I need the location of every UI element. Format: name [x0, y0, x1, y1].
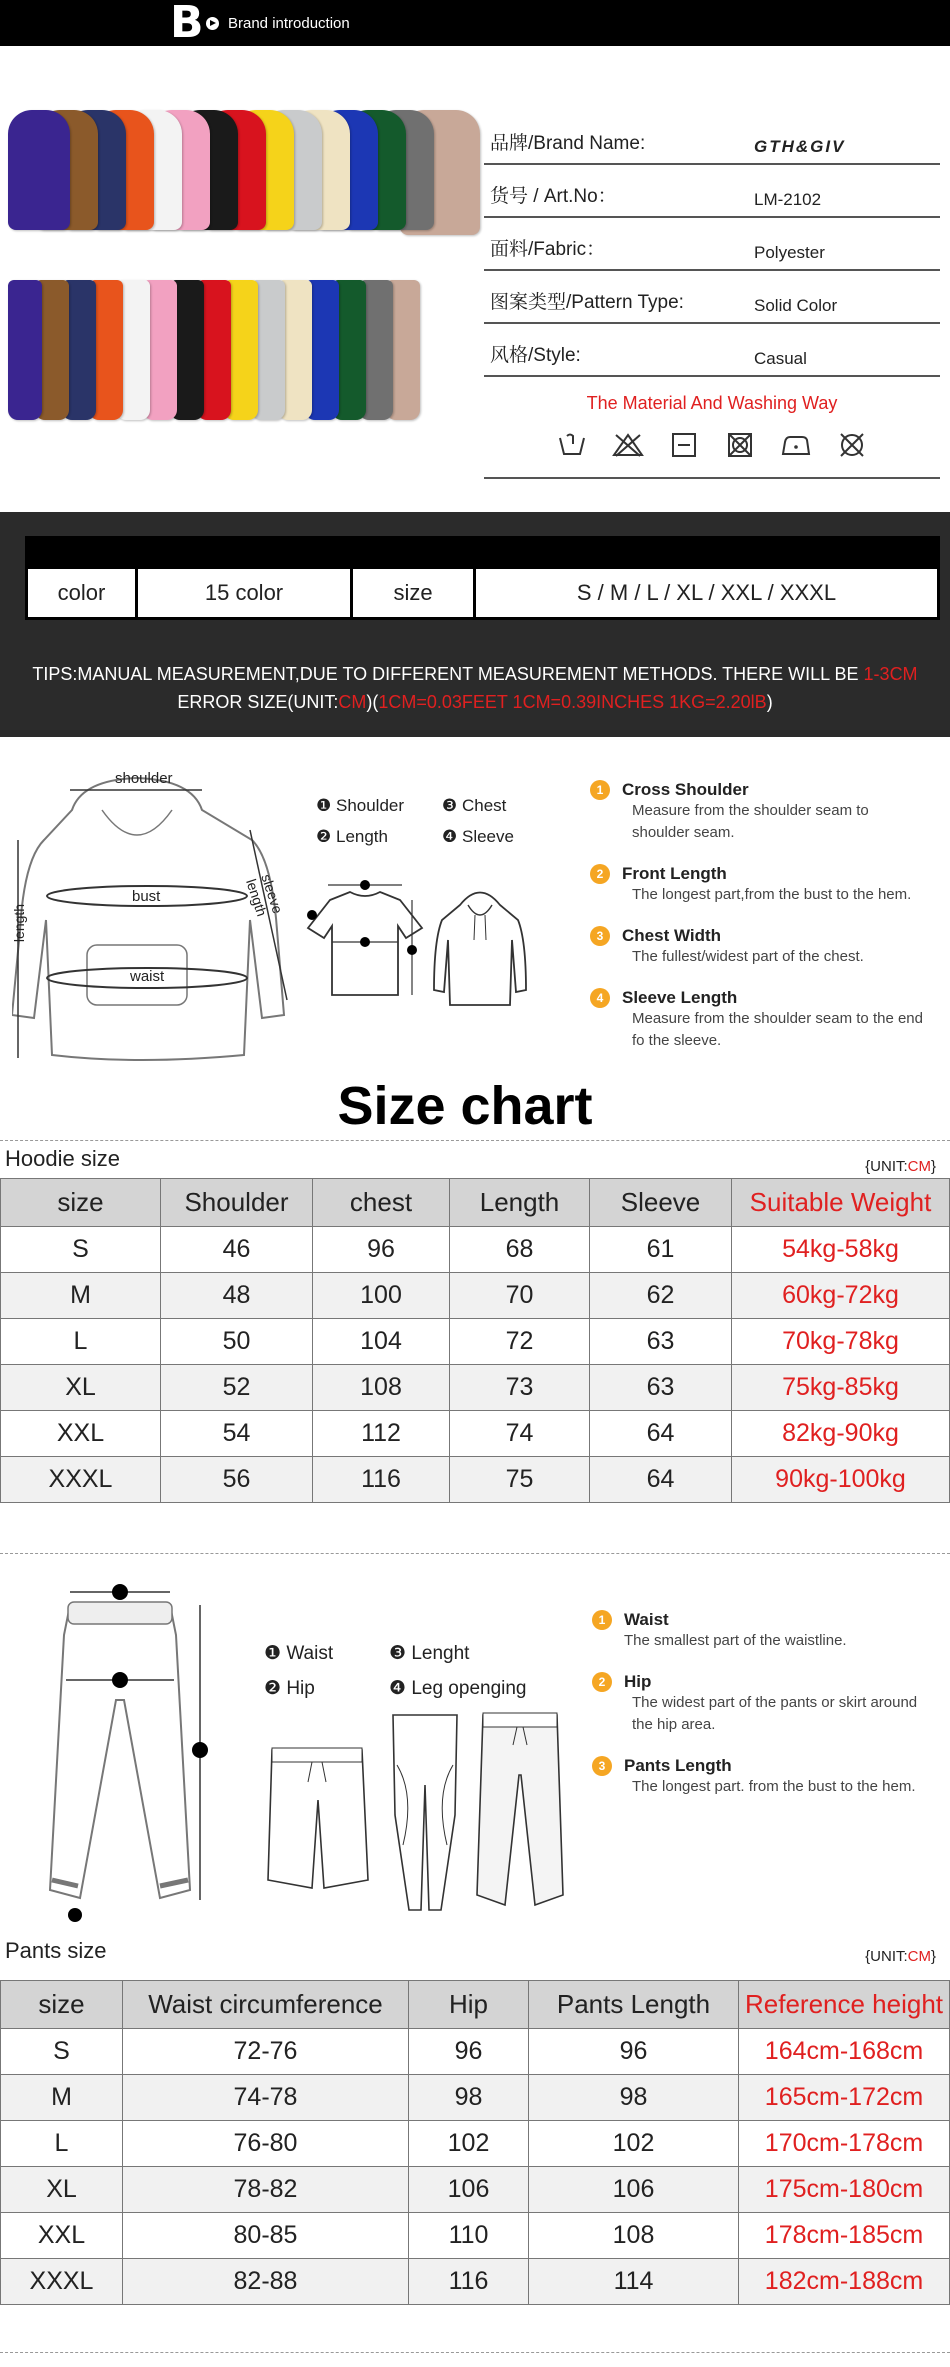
- sleeve-length-label: sleeve length: [243, 872, 287, 919]
- legend-num: ❶: [264, 1643, 282, 1664]
- hoodie-table-label: Hoodie size: [5, 1146, 120, 1171]
- tips-error-range: 1-3CM: [863, 664, 918, 684]
- number-badge-icon: 4: [590, 988, 610, 1008]
- table-cell: 52: [161, 1365, 313, 1411]
- length-label: length: [11, 903, 28, 943]
- size-chart-title: Size chart: [337, 1076, 593, 1136]
- table-cell: 61: [590, 1227, 732, 1273]
- tips-text: ): [766, 692, 773, 712]
- table-cell: 182cm-188cm: [739, 2259, 950, 2305]
- desc-item: [590, 864, 930, 906]
- table-cell: 108: [313, 1365, 450, 1411]
- table-cell: 116: [313, 1457, 450, 1503]
- table-cell: 82-88: [123, 2259, 409, 2305]
- pants-measure-descriptions: [592, 1610, 932, 1818]
- legend-item: [264, 1636, 389, 1671]
- legend-label: Length: [335, 827, 388, 846]
- spec-label: 品牌/Brand Name:: [490, 133, 646, 154]
- legend-label: Shoulder: [335, 796, 405, 815]
- table-cell: 72: [450, 1319, 590, 1365]
- unit-text: {UNIT:: [865, 1158, 908, 1175]
- table-cell: XXXL: [1, 1457, 161, 1503]
- number-badge-icon: 1: [592, 1610, 612, 1630]
- unit-text: }: [930, 1158, 936, 1175]
- spec-value: Solid Color: [754, 296, 838, 315]
- jogger-sketch-icon: [475, 1705, 565, 1915]
- table-cell: S: [1, 2029, 123, 2075]
- brand-intro-title: Brand introduction: [228, 15, 350, 32]
- table-row: [1, 2029, 950, 2075]
- spec-pattern: [484, 271, 940, 324]
- legend-label: Chest: [461, 796, 507, 815]
- desc-text: The fullest/widest part of the chest.: [632, 948, 864, 965]
- legend-num: ❸: [442, 796, 458, 815]
- spec-label: 风格/Style:: [490, 345, 581, 366]
- table-cell: 165cm-172cm: [739, 2075, 950, 2121]
- legend-item: [316, 821, 428, 852]
- table-cell: 108: [529, 2213, 739, 2259]
- spec-style: [484, 324, 940, 377]
- no-bleach-icon: [610, 432, 646, 465]
- legend-row: [264, 1671, 564, 1706]
- legend-item: [316, 790, 428, 821]
- unit-text: CM: [907, 1158, 931, 1175]
- spec-label: 货号 / Art.No：: [490, 186, 617, 207]
- table-cell: 178cm-185cm: [739, 2213, 950, 2259]
- legend-num: ❷: [264, 1678, 282, 1699]
- no-dry-clean-icon: [834, 432, 870, 465]
- legend-num: ❷: [316, 827, 332, 846]
- number-badge-icon: 2: [590, 864, 610, 884]
- tshirt-sketch-icon: [300, 870, 430, 1010]
- column-header: Hip: [409, 1981, 529, 2029]
- table-cell: 54kg-58kg: [732, 1227, 950, 1273]
- column-header: size: [1, 1179, 161, 1227]
- table-cell: 62: [590, 1273, 732, 1319]
- top-bar: [0, 0, 950, 46]
- legend-label: Waist: [286, 1643, 334, 1664]
- column-header: Sleeve: [590, 1179, 732, 1227]
- column-header: chest: [313, 1179, 450, 1227]
- table-cell: 72-76: [123, 2029, 409, 2075]
- product-color-swatches: [8, 100, 468, 430]
- legend-row: [316, 790, 616, 821]
- washing-title: The Material And Washing Way: [586, 393, 838, 413]
- desc-item: [590, 926, 930, 968]
- table-header-row: [1, 1981, 950, 2029]
- spec-value: LM-2102: [754, 190, 822, 209]
- table-row: [1, 2121, 950, 2167]
- spec-art-no: [484, 165, 940, 218]
- table-cell: XXL: [1, 1411, 161, 1457]
- divider: [484, 477, 940, 479]
- color-label: color: [28, 569, 138, 617]
- waist-label: waist: [130, 968, 165, 985]
- play-icon: [206, 17, 219, 30]
- column-header: size: [1, 1981, 123, 2029]
- desc-text: The widest part of the pants or skirt around the hip area.: [632, 1694, 918, 1733]
- desc-title: Waist: [624, 1610, 669, 1629]
- table-cell: 82kg-90kg: [732, 1411, 950, 1457]
- table-cell: 63: [590, 1319, 732, 1365]
- table-cell: 106: [409, 2167, 529, 2213]
- legend-item: [442, 821, 514, 852]
- table-row: [1, 1273, 950, 1319]
- color-size-table: [25, 566, 940, 620]
- desc-item: [592, 1672, 932, 1736]
- table-cell: 104: [313, 1319, 450, 1365]
- desc-text: The longest part,from the bust to the hem.: [632, 886, 912, 903]
- hoodie-size-table: [0, 1178, 950, 1503]
- desc-title: Chest Width: [622, 926, 722, 945]
- legend-num: ❹: [442, 827, 458, 846]
- table-cell: 70kg-78kg: [732, 1319, 950, 1365]
- table-row: [1, 2075, 950, 2121]
- table-cell: 76-80: [123, 2121, 409, 2167]
- table-cell: 60kg-72kg: [732, 1273, 950, 1319]
- legend-item: [264, 1671, 389, 1706]
- pants-unit-label: [865, 1948, 936, 1965]
- table-cell: 164cm-168cm: [739, 2029, 950, 2075]
- table-cell: M: [1, 1273, 161, 1319]
- leggings-sketch-icon: [385, 1705, 465, 1915]
- table-cell: 110: [409, 2213, 529, 2259]
- table-cell: 90kg-100kg: [732, 1457, 950, 1503]
- legend-row: [264, 1636, 564, 1671]
- pants-legend: [264, 1636, 564, 1706]
- size-label: size: [353, 569, 476, 617]
- no-tumble-dry-icon: [722, 432, 758, 465]
- table-row: [1, 2213, 950, 2259]
- unit-text: }: [930, 1948, 936, 1965]
- table-cell: 78-82: [123, 2167, 409, 2213]
- tips-line-1: [0, 660, 950, 688]
- tips-unit: CM: [338, 692, 367, 712]
- table-cell: 75: [450, 1457, 590, 1503]
- table-cell: 70: [450, 1273, 590, 1319]
- table-cell: S: [1, 1227, 161, 1273]
- pants-table-label: Pants size: [5, 1938, 107, 1963]
- table-cell: 64: [590, 1411, 732, 1457]
- table-row: [1, 1365, 950, 1411]
- dry-flat-icon: [666, 432, 702, 465]
- band-header-strip: [25, 536, 940, 568]
- table-row: [1, 2167, 950, 2213]
- tips-text: TIPS:MANUAL MEASUREMENT,DUE TO DIFFERENT MEASUREMENT METHODS. THERE WILL BE: [32, 664, 864, 684]
- desc-title: Pants Length: [624, 1756, 732, 1775]
- table-cell: 73: [450, 1365, 590, 1411]
- spec-label: 图案类型/Pattern Type:: [490, 292, 684, 313]
- table-row: [1, 1319, 950, 1365]
- table-cell: 98: [529, 2075, 739, 2121]
- table-cell: M: [1, 2075, 123, 2121]
- desc-title: Sleeve Length: [622, 988, 738, 1007]
- number-badge-icon: 3: [590, 926, 610, 946]
- number-badge-icon: 1: [590, 780, 610, 800]
- table-cell: XL: [1, 1365, 161, 1411]
- column-header: Shoulder: [161, 1179, 313, 1227]
- table-cell: 74-78: [123, 2075, 409, 2121]
- desc-item: [592, 1756, 932, 1798]
- table-cell: 80-85: [123, 2213, 409, 2259]
- desc-title: Hip: [624, 1672, 652, 1691]
- table-cell: 175cm-180cm: [739, 2167, 950, 2213]
- legend-item: [389, 1671, 527, 1706]
- hand-wash-icon: [554, 432, 590, 465]
- table-cell: L: [1, 2121, 123, 2167]
- desc-text: Measure from the shoulder seam to the end fo the sleeve.: [632, 1010, 923, 1049]
- legend-label: Lenght: [411, 1643, 470, 1664]
- unit-text: {UNIT:: [865, 1948, 908, 1965]
- legend-label: Sleeve: [461, 827, 514, 846]
- desc-item: [590, 988, 930, 1052]
- desc-text: The smallest part of the waistline.: [624, 1632, 847, 1649]
- legend-num: ❹: [389, 1678, 407, 1699]
- legend-item: [442, 790, 506, 821]
- column-header: Waist circumference: [123, 1981, 409, 2029]
- table-cell: 96: [529, 2029, 739, 2075]
- table-cell: 106: [529, 2167, 739, 2213]
- column-header: Length: [450, 1179, 590, 1227]
- table-cell: XXL: [1, 2213, 123, 2259]
- washing-icons: [484, 432, 940, 465]
- measurement-tips: [0, 660, 950, 716]
- table-cell: 102: [529, 2121, 739, 2167]
- desc-text: The longest part. from the bust to the hem.: [632, 1778, 916, 1795]
- table-cell: 68: [450, 1227, 590, 1273]
- low-iron-icon: [778, 432, 814, 465]
- table-cell: 46: [161, 1227, 313, 1273]
- hoodie-color-swatch: [8, 110, 70, 230]
- tips-text: ERROR SIZE(UNIT:: [177, 692, 339, 712]
- table-row: [1, 1411, 950, 1457]
- number-badge-icon: 3: [592, 1756, 612, 1776]
- table-cell: 114: [529, 2259, 739, 2305]
- table-row: [1, 1227, 950, 1273]
- bust-label: bust: [132, 888, 161, 905]
- table-cell: 102: [409, 2121, 529, 2167]
- table-cell: 63: [590, 1365, 732, 1411]
- tips-line-2: [0, 688, 950, 716]
- table-cell: 112: [313, 1411, 450, 1457]
- hoodie-measurement-diagram: [12, 770, 312, 1070]
- legend-label: Leg openging: [411, 1678, 527, 1699]
- shoulder-label: shoulder: [115, 770, 173, 787]
- table-cell: L: [1, 1319, 161, 1365]
- pants-measurement-diagram: [20, 1580, 220, 1930]
- pants-color-swatch: [8, 280, 42, 420]
- table-cell: 116: [409, 2259, 529, 2305]
- divider: [0, 1553, 950, 1554]
- column-header: Pants Length: [529, 1981, 739, 2029]
- legend-label: Hip: [286, 1678, 315, 1699]
- hoodie-measure-descriptions: [590, 780, 930, 1072]
- table-cell: 56: [161, 1457, 313, 1503]
- table-cell: 74: [450, 1411, 590, 1457]
- table-cell: XL: [1, 2167, 123, 2213]
- number-badge-icon: 2: [592, 1672, 612, 1692]
- desc-title: Front Length: [622, 864, 727, 883]
- table-cell: 96: [313, 1227, 450, 1273]
- shorts-sketch-icon: [262, 1740, 372, 1900]
- table-header-row: [1, 1179, 950, 1227]
- table-cell: 64: [590, 1457, 732, 1503]
- table-cell: 98: [409, 2075, 529, 2121]
- table-cell: 50: [161, 1319, 313, 1365]
- column-header: Reference height: [739, 1981, 950, 2029]
- desc-title: Cross Shoulder: [622, 780, 749, 799]
- divider: [0, 1140, 950, 1141]
- table-cell: 75kg-85kg: [732, 1365, 950, 1411]
- divider: [0, 2352, 950, 2353]
- pants-size-table: [0, 1980, 950, 2305]
- table-cell: 48: [161, 1273, 313, 1319]
- hoodie-unit-label: [865, 1158, 936, 1175]
- desc-item: [590, 780, 930, 844]
- legend-num: ❶: [316, 796, 332, 815]
- column-header: Suitable Weight: [732, 1179, 950, 1227]
- table-row: [1, 1457, 950, 1503]
- color-value: 15 color: [138, 569, 353, 617]
- spec-label: 面料/Fabric：: [490, 239, 606, 260]
- spec-value: Polyester: [754, 243, 825, 262]
- legend-num: ❸: [389, 1643, 407, 1664]
- tips-conversion: 1CM=0.03FEET 1CM=0.39INCHES 1KG=2.20lB: [378, 692, 767, 712]
- table-cell: 96: [409, 2029, 529, 2075]
- legend-item: [389, 1636, 514, 1671]
- brand-logo-letter: B: [170, 0, 204, 48]
- desc-item: [592, 1610, 932, 1652]
- desc-text: Measure from the shoulder seam to shoulder seam.: [632, 802, 869, 841]
- product-specs: [484, 112, 940, 479]
- tips-text: )(: [366, 692, 379, 712]
- hoodie-legend: [316, 790, 616, 852]
- table-cell: 100: [313, 1273, 450, 1319]
- table-row: [1, 2259, 950, 2305]
- unit-text: CM: [907, 1948, 931, 1965]
- hoodie-sketch-icon: [430, 880, 530, 1020]
- spec-value: Casual: [754, 349, 807, 368]
- table-cell: XXXL: [1, 2259, 123, 2305]
- size-value: S / M / L / XL / XXL / XXXL: [576, 580, 837, 605]
- legend-row: [316, 821, 616, 852]
- table-cell: 170cm-178cm: [739, 2121, 950, 2167]
- spec-value: GTH&GIV: [754, 137, 846, 156]
- spec-fabric: [484, 218, 940, 271]
- spec-brand: [484, 112, 940, 165]
- table-cell: 54: [161, 1411, 313, 1457]
